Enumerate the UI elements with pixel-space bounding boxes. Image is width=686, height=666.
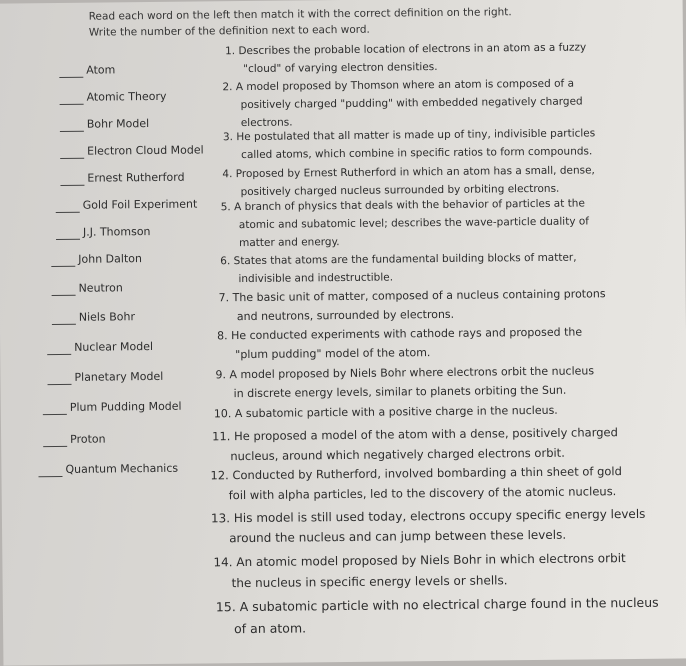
term-item	[51, 252, 142, 267]
term-item	[59, 90, 166, 105]
term-label: Electron Cloud Model	[87, 143, 204, 158]
definition-line: and neutrons, surrounded by electrons.	[236, 307, 455, 324]
term-label: Planetary Model	[74, 369, 164, 384]
definition-line: in discrete energy levels, similar to planets orbiting the Sun.	[233, 383, 567, 401]
term-item	[47, 340, 153, 355]
term-item	[60, 143, 204, 159]
answer-blank[interactable]	[52, 285, 76, 296]
instructions	[89, 4, 512, 40]
definition-line: 5. A branch of physics that deals with the behavior of particles at the	[220, 197, 585, 214]
answer-blank[interactable]	[56, 202, 80, 213]
term-label: Nuclear Model	[74, 339, 154, 354]
definition-line: 8. He conducted experiments with cathode rays and proposed the	[216, 325, 583, 343]
term-item	[52, 310, 135, 325]
answer-blank[interactable]	[43, 436, 67, 447]
term-item	[43, 400, 182, 415]
definition-line: of an atom.	[234, 620, 307, 637]
definition-line: called atoms, which combine in specific ratios to form compounds.	[241, 145, 593, 162]
term-label: Ernest Rutherford	[87, 170, 185, 185]
answer-blank[interactable]	[60, 121, 84, 132]
definition-line: 12. Conducted by Rutherford, involved bombarding a thin sheet of gold	[210, 464, 622, 483]
definition-line: 7. The basic unit of matter, composed of a nucleus containing protons	[218, 287, 606, 305]
definition-line: 4. Proposed by Ernest Rutherford in which an atom has a small, dense,	[222, 164, 595, 181]
definition-line: "plum pudding" model of the atom.	[235, 346, 431, 362]
definition-line: 1. Describes the probable location of electrons in an atom as a fuzzy	[225, 41, 587, 58]
definition-line: 13. His model is still used today, electrons occupy specific energy levels	[210, 506, 646, 526]
term-label: Quantum Mechanics	[65, 461, 179, 476]
definition-line: nucleus, around which negatively charged electrons orbit.	[230, 445, 565, 464]
term-label: Bohr Model	[86, 117, 150, 131]
definition-line: positively charged nucleus surrounded by orbiting electrons.	[240, 182, 560, 199]
term-item	[60, 171, 184, 186]
term-label: Atom	[86, 63, 116, 77]
answer-blank[interactable]	[60, 94, 84, 105]
answer-blank[interactable]	[56, 229, 80, 240]
definition-line: 14. An atomic model proposed by Niels Bohr in which electrons orbit	[213, 551, 626, 570]
definition-line: 15. A subatomic particle with no electrical charge found in the nucleus	[215, 594, 659, 615]
definition-line: around the nucleus and can jump between these levels.	[229, 527, 567, 546]
term-label: Proton	[70, 432, 106, 446]
term-label: John Dalton	[78, 252, 143, 266]
term-item	[59, 63, 115, 78]
term-label: Gold Foil Experiment	[82, 197, 198, 212]
definition-line: atomic and subatomic level; describes the wave-particle duality of	[238, 215, 590, 232]
answer-blank[interactable]	[52, 314, 76, 325]
term-label: Atomic Theory	[86, 89, 167, 104]
definition-line: indivisible and indestructible.	[238, 271, 394, 286]
definition-line: "cloud" of varying electron densities.	[243, 60, 438, 76]
instruction-line-1: Read each word on the left then match it with the correct definition on the right.	[88, 6, 512, 23]
term-item	[38, 462, 178, 477]
definition-line: 9. A model proposed by Niels Bohr where electrons orbit the nucleus	[215, 364, 595, 382]
term-label: Plum Pudding Model	[69, 399, 182, 414]
answer-blank[interactable]	[51, 256, 75, 267]
definition-line: 3. He postulated that all matter is made up of tiny, indivisible particles	[222, 127, 596, 144]
definition-line: 11. He proposed a model of the atom with a dense, positively charged	[212, 425, 618, 444]
answer-blank[interactable]	[60, 148, 84, 159]
definition-line: foil with alpha particles, led to the discovery of the atomic nucleus.	[228, 484, 617, 503]
definition-line: the nucleus in specific energy levels or shells.	[231, 573, 508, 591]
instruction-line-2: Write the number of the definition next to each word.	[88, 23, 370, 39]
term-item	[60, 117, 149, 132]
term-label: J.J. Thomson	[82, 225, 151, 239]
answer-blank[interactable]	[38, 466, 62, 477]
answer-blank[interactable]	[47, 374, 71, 385]
definition-line: electrons.	[240, 116, 293, 130]
term-item	[51, 281, 122, 296]
answer-blank[interactable]	[43, 404, 67, 415]
definition-line: 10. A subatomic particle with a positive charge in the nucleus.	[213, 403, 558, 421]
term-label: Neutron	[78, 281, 123, 295]
definition-line: positively charged "pudding" with embedded negatively charged	[240, 95, 583, 112]
answer-blank[interactable]	[59, 67, 83, 78]
term-item	[43, 432, 106, 447]
term-label: Niels Bohr	[78, 310, 136, 324]
definition-line: 6. States that atoms are the fundamental building blocks of matter,	[220, 251, 577, 268]
answer-blank[interactable]	[47, 344, 71, 355]
term-item	[56, 198, 198, 213]
answer-blank[interactable]	[60, 175, 84, 186]
term-item	[47, 370, 163, 385]
term-item	[56, 225, 151, 240]
definition-line: 2. A model proposed by Thomson where an atom is composed of a	[222, 77, 575, 94]
definition-line: matter and energy.	[239, 236, 340, 250]
